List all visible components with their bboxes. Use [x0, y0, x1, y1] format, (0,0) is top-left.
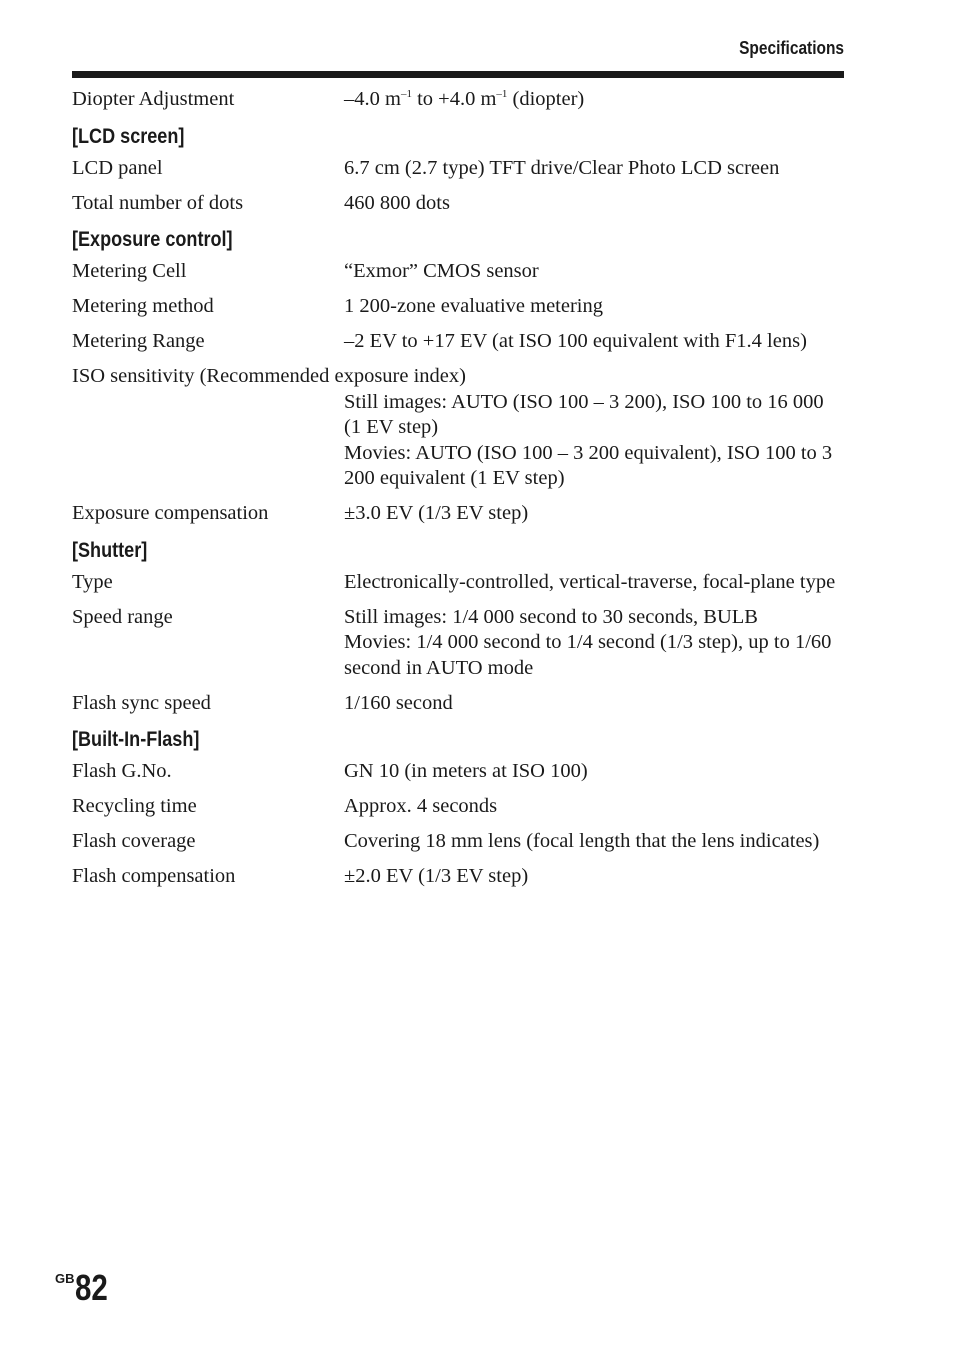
spec-row — [72, 156, 844, 182]
spec-value: ±3.0 EV (1/3 EV step) — [344, 502, 529, 524]
section-heading-flash: [Built-In-Flash] — [72, 728, 200, 751]
spec-label: Flash coverage — [72, 830, 196, 852]
spec-value — [344, 605, 844, 682]
spec-row — [72, 329, 844, 355]
diopter-unit: (diopter) — [507, 88, 585, 110]
spec-label: Type — [72, 570, 113, 593]
running-header: Specifications — [739, 38, 844, 58]
superscript: –1 — [400, 88, 412, 100]
page-number — [55, 1267, 115, 1309]
section-heading-lcd: [LCD screen] — [72, 124, 185, 148]
spec-value: Covering 18 mm lens (focal length that the lens indicates) — [344, 830, 820, 852]
iso-still-value: Still images: AUTO (ISO 100 – 3 200), ISO 100 to 16 000 (1 EV step) — [344, 390, 824, 438]
header-rule — [72, 71, 844, 78]
diopter-max: to +4.0 m — [411, 88, 497, 110]
speed-movies-value: Movies: 1/4 000 second to 1/4 second (1/3 step), up to 1/60 second in AUTO mode — [344, 631, 832, 679]
spec-value: –2 EV to +17 EV (at ISO 100 equivalent with F1.4 lens) — [344, 330, 807, 352]
spec-row — [72, 501, 844, 527]
spec-label: Metering method — [72, 295, 214, 317]
spec-label: Total number of dots — [72, 191, 244, 214]
spec-label: Diopter Adjustment — [72, 88, 235, 110]
spec-value: GN 10 (in meters at ISO 100) — [344, 760, 588, 782]
spec-value: Electronically-controlled, vertical-traverse, focal-plane type — [344, 570, 836, 593]
region-code: GB — [55, 1271, 75, 1286]
section-heading-shutter: [Shutter] — [72, 538, 148, 562]
spec-row — [72, 691, 844, 717]
spec-content — [72, 87, 844, 899]
spec-value — [344, 87, 844, 113]
spec-label: Exposure compensation — [72, 502, 269, 524]
spec-value-iso — [344, 390, 844, 492]
spec-row — [72, 794, 844, 820]
spec-row — [72, 191, 844, 217]
spec-row — [72, 829, 844, 855]
spec-row — [72, 864, 844, 890]
superscript: –1 — [496, 88, 508, 100]
spec-label: Metering Range — [72, 330, 205, 352]
spec-label-iso: ISO sensitivity (Recommended exposure index) — [72, 365, 466, 387]
spec-row — [72, 570, 844, 596]
spec-value: ±2.0 EV (1/3 EV step) — [344, 865, 529, 887]
spec-label: Flash compensation — [72, 865, 236, 887]
spec-row — [72, 605, 844, 682]
iso-movies-value: Movies: AUTO (ISO 100 – 3 200 equivalent), ISO 100 to 3 200 equivalent (1 EV step) — [344, 441, 833, 489]
page-number-value: 82 — [74, 1267, 108, 1308]
spec-value: Approx. 4 seconds — [344, 795, 498, 817]
spec-label: LCD panel — [72, 156, 163, 179]
spec-value: 6.7 cm (2.7 type) TFT drive/Clear Photo LCD screen — [344, 156, 780, 179]
spec-value: 1/160 second — [344, 691, 453, 714]
spec-row — [72, 294, 844, 320]
spec-row — [72, 759, 844, 785]
section-heading-exposure: [Exposure control] — [72, 228, 233, 251]
spec-value: “Exmor” CMOS sensor — [344, 260, 539, 282]
spec-row — [72, 259, 844, 285]
spec-value: 460 800 dots — [344, 191, 450, 214]
spec-label: Speed range — [72, 605, 173, 628]
spec-label: Metering Cell — [72, 260, 187, 282]
spec-label: Flash sync speed — [72, 691, 211, 714]
spec-label: Flash G.No. — [72, 760, 172, 782]
spec-value: 1 200-zone evaluative metering — [344, 295, 603, 317]
spec-row-diopter — [72, 87, 844, 113]
speed-still-value: Still images: 1/4 000 second to 30 seconds, BULB — [344, 605, 758, 628]
spec-label: Recycling time — [72, 795, 197, 817]
diopter-min: –4.0 m — [344, 88, 401, 110]
